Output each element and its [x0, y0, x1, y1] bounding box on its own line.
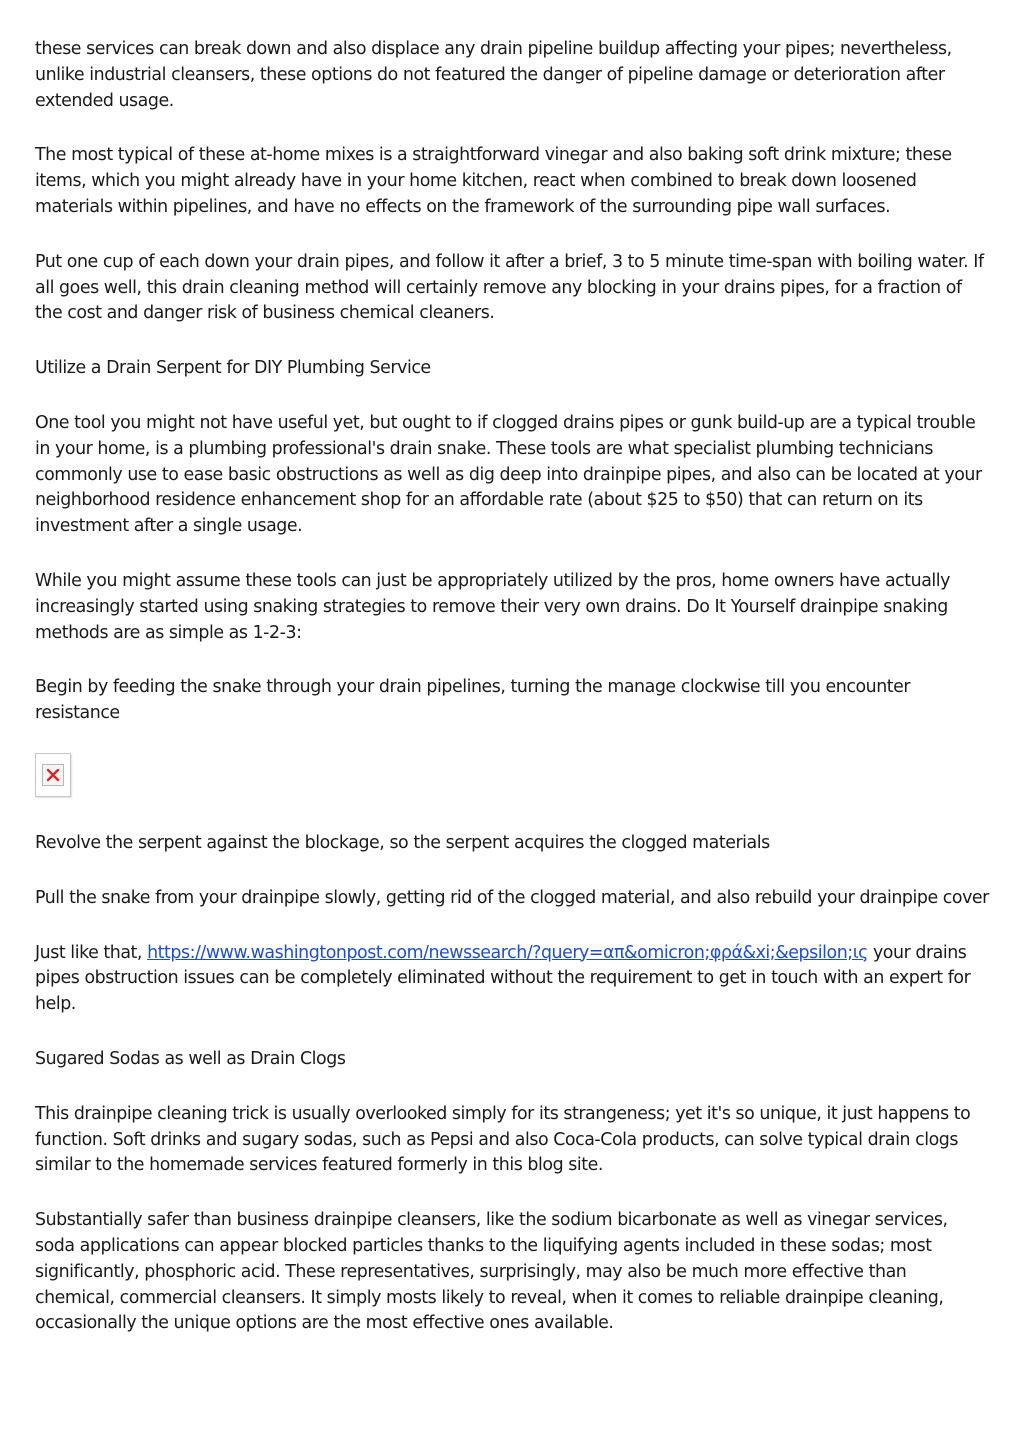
paragraph-with-link: [35, 941, 990, 1018]
broken-image-icon: [42, 764, 64, 786]
paragraph: One tool you might not have useful yet, but ought to if clogged drains pipes or gunk build-up are a typical trouble in your home, is a plumbing professional's drain snake. These tools are what specialist plumbing technicians commonly use to ease basic obstructions as well as dig deep into drainpipe pipes, and also can be located at your neighborhood residence enhancement shop for an affordable rate (about $25 to $50) that can return on its investment after a single usage.: [35, 412, 982, 537]
paragraph-text: your drains pipes obstruction issues can be completely eliminated without the requirement to get in touch with an expert for help.: [35, 942, 971, 1015]
close-icon: [46, 768, 60, 782]
external-link[interactable]: https://www.washingtonpost.com/newssearch/?query=απ&omicron;φρά&xi;&epsilon;ις: [147, 942, 868, 963]
section-heading: Sugared Sodas as well as Drain Clogs: [35, 1048, 346, 1069]
paragraph: While you might assume these tools can just be appropriately utilized by the pros, home owners have actually increasingly started using snaking strategies to remove their very own drains. Do It Yourself drainpipe snaking methods are as simple as 1-2-3:: [35, 570, 951, 643]
broken-image-placeholder[interactable]: [35, 753, 71, 797]
section-heading: Utilize a Drain Serpent for DIY Plumbing Service: [35, 358, 431, 379]
step-item: Pull the snake from your drainpipe slowly, getting rid of the clogged material, and also rebuild your drainpipe cover: [35, 887, 989, 908]
paragraph: The most typical of these at-home mixes is a straightforward vinegar and also baking soft drink mixture; these items, which you might already have in your home kitchen, react when combined to break down loosened materials within pipelines, and have no effects on the framework of the surrounding pipe wall surfaces.: [35, 145, 952, 217]
paragraph: these services can break down and also displace any drain pipeline buildup affecting your pipes; nevertheless, unlike industrial cleansers, these options do not featured the danger of pipeline damage or deterioration after extended usage.: [35, 39, 952, 111]
paragraph-text: Just like that,: [35, 942, 148, 963]
article-body: [35, 37, 990, 1366]
paragraph: Substantially safer than business drainpipe cleansers, like the sodium bicarbonate as well as vinegar services, soda applications can appear blocked particles thanks to the liquifying agents included in these sodas; most significantly, phosphoric acid. These representatives, surprisingly, may also be much more effective than chemical, commercial cleansers. It simply mosts likely to reveal, when it comes to reliable drainpipe cleaning, occasionally the unique options are the most effective ones available.: [35, 1210, 948, 1334]
paragraph: This drainpipe cleaning trick is usually overlooked simply for its strangeness; yet it's so unique, it just happens to function. Soft drinks and sugary sodas, such as Pepsi and also Coca-Cola products, can solve typical drain clogs similar to the homemade services featured formerly in this blog site.: [35, 1103, 971, 1176]
step-item: Begin by feeding the snake through your drain pipelines, turning the manage clockwise till you encounter resistance: [35, 677, 911, 724]
paragraph: Put one cup of each down your drain pipes, and follow it after a brief, 3 to 5 minute time-span with boiling water. If all goes well, this drain cleaning method will certainly remove any blocking in your drains pipes, for a fraction of the cost and danger risk of business chemical cleaners.: [35, 251, 984, 324]
step-item: Revolve the serpent against the blockage, so the serpent acquires the clogged materials: [35, 832, 770, 853]
